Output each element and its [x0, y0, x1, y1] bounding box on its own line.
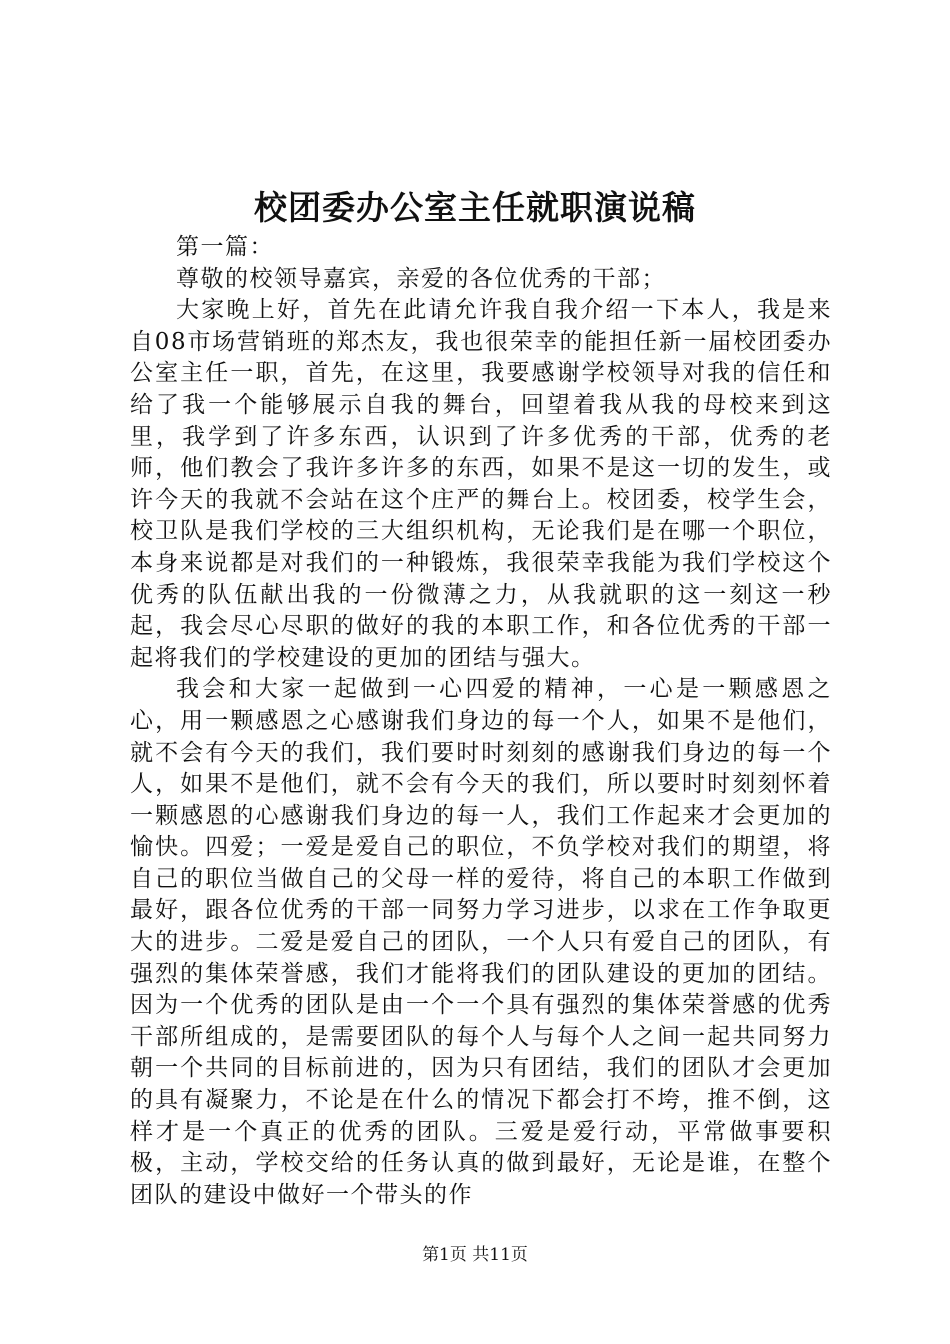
paragraph-salutation: 尊敬的校领导嘉宾，亲爱的各位优秀的干部； [176, 265, 666, 292]
paragraph-one-heart-four-loves: 我会和大家一起做到一心四爱的精神，一心是一颗感恩之心，用一颗感恩之心感谢我们身边的每一个人，如果不是他们，就不会有今天的我们，我们要时时刻刻的感谢我们身边的每一个人，如果不是他们，就不会有今天的我们，所以要时时刻刻怀着一颗感恩的心感谢我们身边的每一人，我们工作起来才会更加的愉快。四爱；一爱是爱自己的职位，不负学校对我们的期望，将自己的职位当做自己的父母一样的爱待，将自己的本职工作做到最好，跟各位优秀的干部一同努力学习进步，以求在工作争取更大的进步。二爱是爱自己的团队，一个人只有爱自己的团队，有强烈的集体荣誉感，我们才能将我们的团队建设的更加的团结。因为一个优秀的团队是由一个一个具有强烈的集体荣誉感的优秀干部所组成的，是需要团队的每个人与每个人之间一起共同努力朝一个共同的目标前进的，因为只有团结，我们的团队才会更加的具有凝聚力，不论是在什么的情况下都会打不垮，推不倒，这样才是一个真正的优秀的团队。三爱是爱行动，平常做事要积极，主动，学校交给的任务认真的做到最好，无论是谁，在整个团队的建设中做好一个带头的作 [130, 676, 832, 1208]
page-footer: 第1页 共11页 [422, 1245, 528, 1265]
paragraph-section-label: 第一篇： [176, 234, 274, 260]
document-title: 校团委办公室主任就职演说稿 [254, 188, 696, 227]
paragraph-introduction: 大家晚上好，首先在此请允许我自我介绍一下本人，我是来自08市场营销班的郑杰友，我也很荣幸的能担任新一届校团委办公室主任一职，首先，在这里，我要感谢学校领导对我的信任和给了我一个能够展示自我的舞台，回望着我从我的母校来到这里，我学到了许多东西，认识到了许多优秀的干部，优秀的老师，他们教会了我许多许多的东西，如果不是这一切的发生，或许今天的我就不会站在这个庄严的舞台上。校团委，校学生会，校卫队是我们学校的三大组织机构，无论我们是在哪一个职位，本身来说都是对我们的一种锻炼，我很荣幸我能为我们学校这个优秀的队伍献出我的一份微薄之力，从我就职的这一刻这一秒起，我会尽心尽职的做好的我的本职工作，和各位优秀的干部一起将我们的学校建设的更加的团结与强大。 [130, 297, 832, 671]
document-body [130, 232, 832, 1211]
